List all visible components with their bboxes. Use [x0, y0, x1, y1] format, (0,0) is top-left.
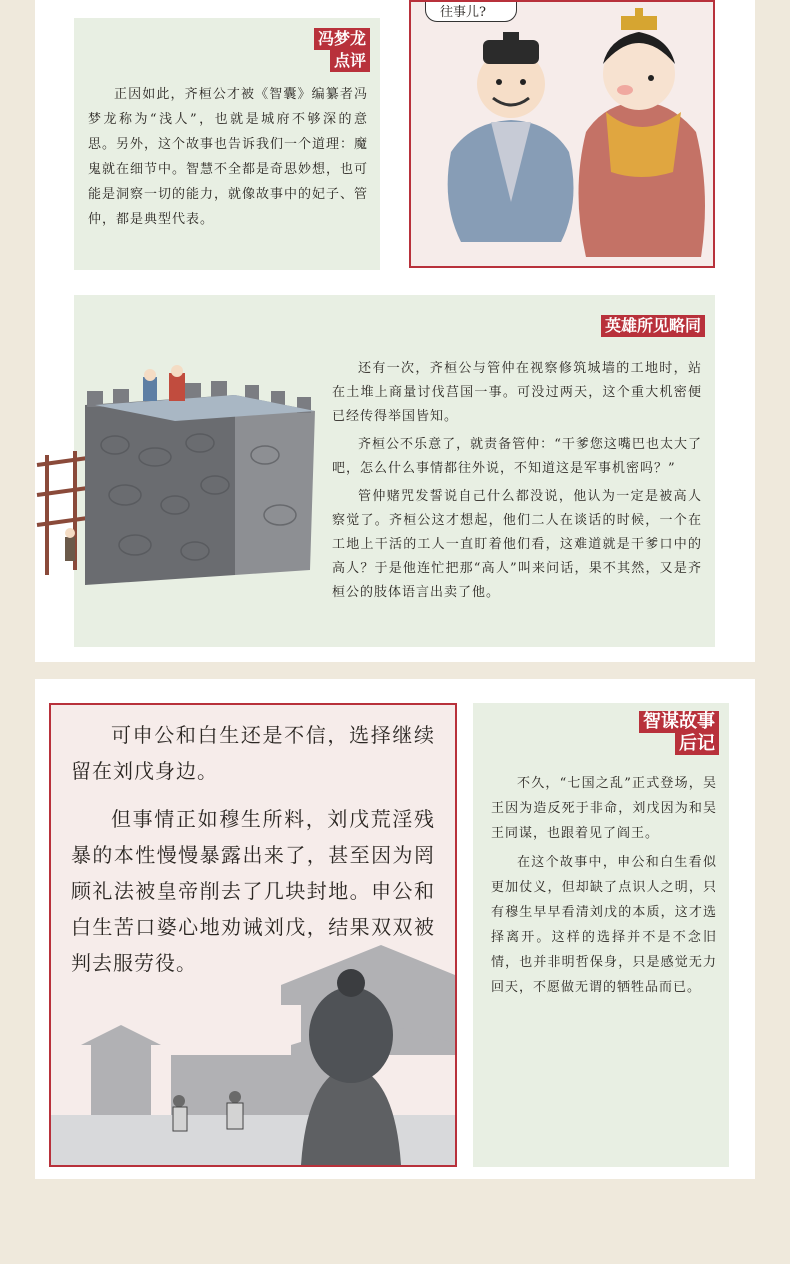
story-text: [332, 357, 702, 609]
commentary-panel: [74, 18, 380, 270]
afterword-tag: [639, 711, 719, 755]
story-tag-wrap: [601, 315, 705, 337]
story-paragraph-2: 齐桓公不乐意了，就责备管仲：“干爹您这嘴巴也太大了吧，怎么什么事情都往外说，不知道这是军事机密吗？”: [332, 437, 702, 476]
story-paragraph-3: 管仲赌咒发誓说自己什么都没说，他认为一定是被高人察觉了。齐桓公这才想起，他们二人在谈话的时候，一个在工地上干活的工人一直盯着他们看，这难道就是干爹口中的高人？于是他连忙把那“高人”叫来问话，果不其然，又是齐桓公的肢体语言出卖了他。: [332, 489, 702, 600]
commentary-tag: [314, 28, 370, 72]
afterword-paragraph-1: 不久，“七国之乱”正式登场，吴王因为造反死于非命，刘戊因为和吴王同谋，也跟着见了阎王。: [491, 776, 717, 841]
story-tag: 英雄所见略同: [601, 315, 705, 337]
two-officials-illustration: [411, 2, 715, 268]
afterword-tag-line2: 后记: [675, 733, 719, 755]
speech-text: 往事儿?: [440, 5, 486, 20]
story-paragraph-1: 还有一次，齐桓公与管仲在视察修筑城墙的工地时，站在土堆上商量讨伐莒国一事。可没过两天，这个重大机密便已经传得举国皆知。: [332, 361, 702, 424]
commentary-tag-line1: 冯梦龙: [314, 28, 370, 50]
bottom-page: [35, 679, 755, 1179]
afterword-paragraph-2: 在这个故事中，申公和白生看似更加仗义，但却缺了点识人之明，只有穆生早早看清刘戊的本质，这才选择离开。这样的选择并不是不念旧情，也并非明哲保身，只是感觉无力回天，不愿做无谓的牺牲品而已。: [491, 855, 717, 995]
top-page: [35, 0, 755, 662]
afterword-text: [491, 771, 717, 1004]
main-paragraph-1: 可申公和白生还是不信，选择继续留在刘戊身边。: [71, 723, 435, 783]
palace-scene-illustration: [51, 925, 455, 1165]
commentary-tag-line2: 点评: [330, 50, 370, 72]
commentary-paragraph: 正因如此，齐桓公才被《智囊》编纂者冯梦龙称为“浅人”，也就是城府不够深的意思。另外，这个故事也告诉我们一个道理：魔鬼就在细节中。智慧不全都是奇思妙想，也可能是洞察一切的能力，就像故事中的妃子、管仲，都是典型代表。: [88, 87, 369, 227]
commentary-text: [88, 82, 368, 236]
afterword-panel: [473, 703, 729, 1167]
afterword-tag-line1: 智谋故事: [639, 711, 719, 733]
comic-frame-top: [409, 0, 715, 268]
main-paragraph-2: 但事情正如穆生所料，刘戊荒淫残暴的本性慢慢暴露出来了，甚至因为罔顾礼法被皇帝削去了几块封地。申公和白生苦口婆心地劝诫刘戊，结果双双被判去服劳役。: [71, 807, 435, 975]
comic-frame-bottom: [49, 703, 457, 1167]
city-wall-illustration: [35, 365, 325, 605]
